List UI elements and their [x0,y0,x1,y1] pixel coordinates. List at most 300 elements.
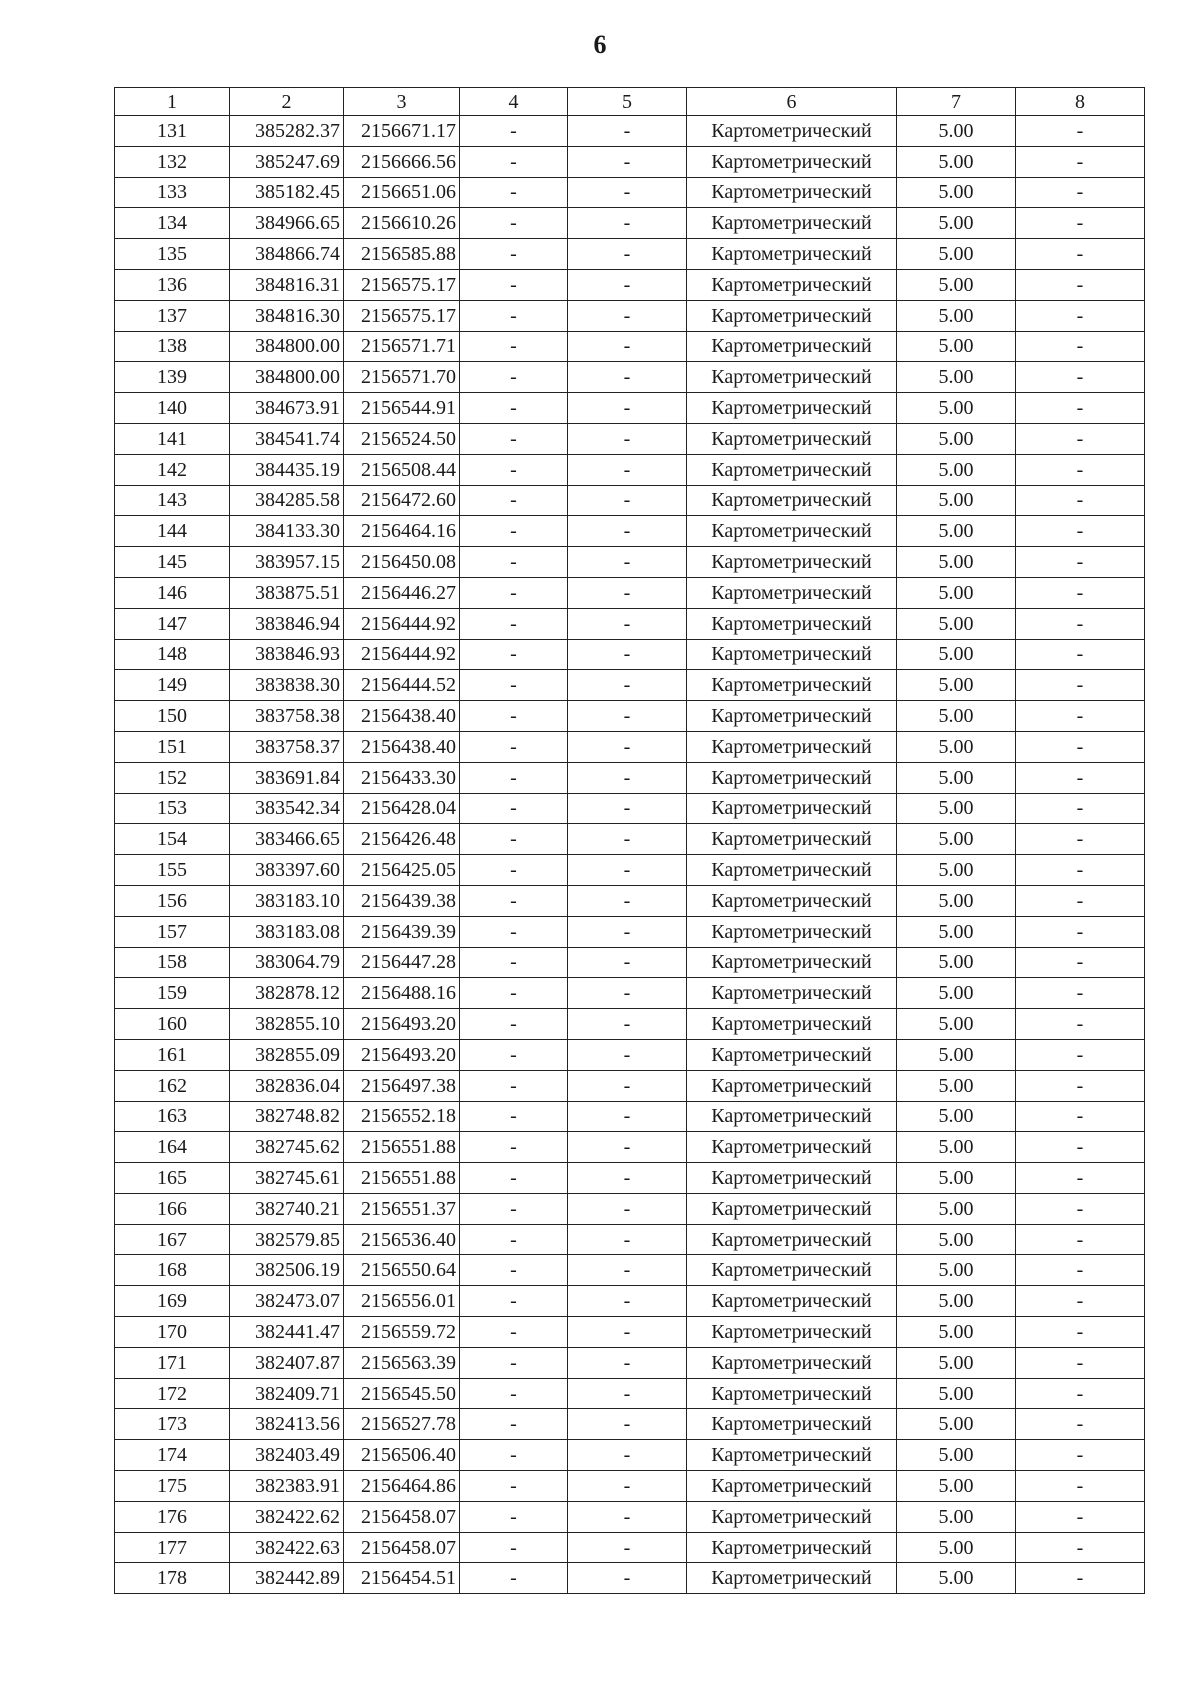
col8-cell: - [1016,608,1145,639]
y-coordinate-cell: 2156458.07 [344,1532,460,1563]
point-number-cell: 170 [115,1317,230,1348]
method-cell: Картометрический [687,885,897,916]
point-number-cell: 171 [115,1347,230,1378]
col8-cell: - [1016,1009,1145,1040]
col8-cell: - [1016,978,1145,1009]
accuracy-cell: 5.00 [897,269,1016,300]
column-header: 5 [568,88,687,116]
point-number-cell: 158 [115,947,230,978]
col8-cell: - [1016,208,1145,239]
y-coordinate-cell: 2156527.78 [344,1409,460,1440]
y-coordinate-cell: 2156571.71 [344,331,460,362]
method-cell: Картометрический [687,1409,897,1440]
col8-cell: - [1016,177,1145,208]
col4-cell: - [460,1563,568,1594]
y-coordinate-cell: 2156439.38 [344,885,460,916]
col4-cell: - [460,1378,568,1409]
table-row [115,577,1145,608]
point-number-cell: 146 [115,577,230,608]
col5-cell: - [568,1132,687,1163]
col5-cell: - [568,824,687,855]
col5-cell: - [568,1193,687,1224]
point-number-cell: 157 [115,916,230,947]
x-coordinate-cell: 383846.93 [230,639,344,670]
x-coordinate-cell: 384966.65 [230,208,344,239]
col5-cell: - [568,1286,687,1317]
col8-cell: - [1016,1286,1145,1317]
col5-cell: - [568,1224,687,1255]
method-cell: Картометрический [687,1132,897,1163]
accuracy-cell: 5.00 [897,485,1016,516]
method-cell: Картометрический [687,362,897,393]
col5-cell: - [568,670,687,701]
y-coordinate-cell: 2156464.16 [344,516,460,547]
column-header: 8 [1016,88,1145,116]
method-cell: Картометрический [687,423,897,454]
col4-cell: - [460,331,568,362]
point-number-cell: 168 [115,1255,230,1286]
table-row [115,331,1145,362]
method-cell: Картометрический [687,701,897,732]
table-row [115,485,1145,516]
y-coordinate-cell: 2156544.91 [344,393,460,424]
col5-cell: - [568,269,687,300]
method-cell: Картометрический [687,331,897,362]
col8-cell: - [1016,1101,1145,1132]
col8-cell: - [1016,146,1145,177]
x-coordinate-cell: 383542.34 [230,793,344,824]
col5-cell: - [568,300,687,331]
col4-cell: - [460,393,568,424]
col4-cell: - [460,547,568,578]
col5-cell: - [568,1471,687,1502]
col5-cell: - [568,1532,687,1563]
col8-cell: - [1016,423,1145,454]
col8-cell: - [1016,1193,1145,1224]
point-number-cell: 135 [115,239,230,270]
col5-cell: - [568,547,687,578]
col8-cell: - [1016,947,1145,978]
point-number-cell: 167 [115,1224,230,1255]
accuracy-cell: 5.00 [897,331,1016,362]
col4-cell: - [460,1409,568,1440]
table-row [115,701,1145,732]
table-row [115,208,1145,239]
col4-cell: - [460,454,568,485]
col8-cell: - [1016,516,1145,547]
y-coordinate-cell: 2156446.27 [344,577,460,608]
x-coordinate-cell: 384435.19 [230,454,344,485]
col4-cell: - [460,146,568,177]
accuracy-cell: 5.00 [897,1532,1016,1563]
method-cell: Картометрический [687,670,897,701]
col8-cell: - [1016,1255,1145,1286]
col5-cell: - [568,701,687,732]
x-coordinate-cell: 384673.91 [230,393,344,424]
x-coordinate-cell: 384816.31 [230,269,344,300]
accuracy-cell: 5.00 [897,1193,1016,1224]
table-row [115,177,1145,208]
y-coordinate-cell: 2156447.28 [344,947,460,978]
method-cell: Картометрический [687,1039,897,1070]
table-row [115,516,1145,547]
table-row [115,947,1145,978]
x-coordinate-cell: 384285.58 [230,485,344,516]
x-coordinate-cell: 382748.82 [230,1101,344,1132]
col5-cell: - [568,1317,687,1348]
col4-cell: - [460,916,568,947]
col5-cell: - [568,116,687,147]
x-coordinate-cell: 384541.74 [230,423,344,454]
point-number-cell: 134 [115,208,230,239]
column-header: 6 [687,88,897,116]
accuracy-cell: 5.00 [897,1132,1016,1163]
table-row [115,1101,1145,1132]
method-cell: Картометрический [687,146,897,177]
x-coordinate-cell: 383466.65 [230,824,344,855]
accuracy-cell: 5.00 [897,454,1016,485]
method-cell: Картометрический [687,793,897,824]
accuracy-cell: 5.00 [897,916,1016,947]
method-cell: Картометрический [687,1286,897,1317]
y-coordinate-cell: 2156551.37 [344,1193,460,1224]
table-row [115,639,1145,670]
col5-cell: - [568,1409,687,1440]
col5-cell: - [568,577,687,608]
accuracy-cell: 5.00 [897,577,1016,608]
col5-cell: - [568,1440,687,1471]
col4-cell: - [460,239,568,270]
col4-cell: - [460,208,568,239]
accuracy-cell: 5.00 [897,1224,1016,1255]
table-row [115,670,1145,701]
accuracy-cell: 5.00 [897,824,1016,855]
method-cell: Картометрический [687,978,897,1009]
x-coordinate-cell: 384866.74 [230,239,344,270]
table-row [115,608,1145,639]
x-coordinate-cell: 384816.30 [230,300,344,331]
y-coordinate-cell: 2156585.88 [344,239,460,270]
point-number-cell: 154 [115,824,230,855]
x-coordinate-cell: 382745.62 [230,1132,344,1163]
y-coordinate-cell: 2156428.04 [344,793,460,824]
col8-cell: - [1016,393,1145,424]
table-row [115,1070,1145,1101]
x-coordinate-cell: 382579.85 [230,1224,344,1255]
col8-cell: - [1016,1532,1145,1563]
table-row [115,269,1145,300]
y-coordinate-cell: 2156444.92 [344,608,460,639]
x-coordinate-cell: 383397.60 [230,855,344,886]
y-coordinate-cell: 2156493.20 [344,1009,460,1040]
x-coordinate-cell: 385247.69 [230,146,344,177]
y-coordinate-cell: 2156425.05 [344,855,460,886]
method-cell: Картометрический [687,916,897,947]
x-coordinate-cell: 383758.38 [230,701,344,732]
point-number-cell: 155 [115,855,230,886]
method-cell: Картометрический [687,239,897,270]
col5-cell: - [568,1347,687,1378]
point-number-cell: 161 [115,1039,230,1070]
x-coordinate-cell: 382836.04 [230,1070,344,1101]
method-cell: Картометрический [687,1317,897,1348]
x-coordinate-cell: 382740.21 [230,1193,344,1224]
col8-cell: - [1016,1132,1145,1163]
method-cell: Картометрический [687,1224,897,1255]
table-row [115,1501,1145,1532]
y-coordinate-cell: 2156458.07 [344,1501,460,1532]
col4-cell: - [460,670,568,701]
col8-cell: - [1016,1440,1145,1471]
method-cell: Картометрический [687,1532,897,1563]
col5-cell: - [568,423,687,454]
accuracy-cell: 5.00 [897,608,1016,639]
y-coordinate-cell: 2156610.26 [344,208,460,239]
col5-cell: - [568,1255,687,1286]
accuracy-cell: 5.00 [897,1378,1016,1409]
point-number-cell: 133 [115,177,230,208]
point-number-cell: 174 [115,1440,230,1471]
col5-cell: - [568,793,687,824]
table-row [115,916,1145,947]
point-number-cell: 166 [115,1193,230,1224]
col8-cell: - [1016,454,1145,485]
table-row [115,978,1145,1009]
point-number-cell: 141 [115,423,230,454]
method-cell: Картометрический [687,1501,897,1532]
x-coordinate-cell: 385182.45 [230,177,344,208]
col4-cell: - [460,639,568,670]
point-number-cell: 132 [115,146,230,177]
col5-cell: - [568,731,687,762]
accuracy-cell: 5.00 [897,885,1016,916]
point-number-cell: 137 [115,300,230,331]
table-row [115,393,1145,424]
x-coordinate-cell: 382878.12 [230,978,344,1009]
table-row [115,547,1145,578]
y-coordinate-cell: 2156575.17 [344,269,460,300]
point-number-cell: 176 [115,1501,230,1532]
col8-cell: - [1016,1039,1145,1070]
table-row [115,1039,1145,1070]
accuracy-cell: 5.00 [897,177,1016,208]
accuracy-cell: 5.00 [897,547,1016,578]
col8-cell: - [1016,331,1145,362]
accuracy-cell: 5.00 [897,731,1016,762]
method-cell: Картометрический [687,1101,897,1132]
method-cell: Картометрический [687,1070,897,1101]
point-number-cell: 153 [115,793,230,824]
x-coordinate-cell: 382422.63 [230,1532,344,1563]
point-number-cell: 178 [115,1563,230,1594]
accuracy-cell: 5.00 [897,239,1016,270]
table-row [115,362,1145,393]
table-row [115,239,1145,270]
col8-cell: - [1016,1471,1145,1502]
col4-cell: - [460,701,568,732]
col4-cell: - [460,824,568,855]
col5-cell: - [568,762,687,793]
table-row [115,1409,1145,1440]
table-row [115,885,1145,916]
method-cell: Картометрический [687,393,897,424]
col8-cell: - [1016,1501,1145,1532]
col5-cell: - [568,1070,687,1101]
col8-cell: - [1016,362,1145,393]
point-number-cell: 148 [115,639,230,670]
col4-cell: - [460,1193,568,1224]
col4-cell: - [460,1255,568,1286]
accuracy-cell: 5.00 [897,516,1016,547]
method-cell: Картометрический [687,269,897,300]
col8-cell: - [1016,1409,1145,1440]
col8-cell: - [1016,547,1145,578]
col8-cell: - [1016,1070,1145,1101]
col4-cell: - [460,116,568,147]
x-coordinate-cell: 383838.30 [230,670,344,701]
col4-cell: - [460,485,568,516]
x-coordinate-cell: 385282.37 [230,116,344,147]
col4-cell: - [460,1224,568,1255]
table-row [115,1347,1145,1378]
col5-cell: - [568,485,687,516]
method-cell: Картометрический [687,1163,897,1194]
x-coordinate-cell: 383846.94 [230,608,344,639]
col5-cell: - [568,1009,687,1040]
table-header-row [115,88,1145,116]
table-row [115,762,1145,793]
col5-cell: - [568,239,687,270]
col4-cell: - [460,1440,568,1471]
method-cell: Картометрический [687,1347,897,1378]
point-number-cell: 177 [115,1532,230,1563]
accuracy-cell: 5.00 [897,1039,1016,1070]
y-coordinate-cell: 2156493.20 [344,1039,460,1070]
col5-cell: - [568,331,687,362]
y-coordinate-cell: 2156438.40 [344,731,460,762]
x-coordinate-cell: 382442.89 [230,1563,344,1594]
x-coordinate-cell: 382403.49 [230,1440,344,1471]
col4-cell: - [460,978,568,1009]
col5-cell: - [568,516,687,547]
y-coordinate-cell: 2156506.40 [344,1440,460,1471]
accuracy-cell: 5.00 [897,1563,1016,1594]
accuracy-cell: 5.00 [897,978,1016,1009]
accuracy-cell: 5.00 [897,300,1016,331]
col4-cell: - [460,1471,568,1502]
table-row [115,1224,1145,1255]
point-number-cell: 145 [115,547,230,578]
method-cell: Картометрический [687,824,897,855]
y-coordinate-cell: 2156426.48 [344,824,460,855]
y-coordinate-cell: 2156508.44 [344,454,460,485]
accuracy-cell: 5.00 [897,1101,1016,1132]
method-cell: Картометрический [687,1440,897,1471]
point-number-cell: 163 [115,1101,230,1132]
accuracy-cell: 5.00 [897,1286,1016,1317]
table-row [115,1471,1145,1502]
col5-cell: - [568,146,687,177]
point-number-cell: 147 [115,608,230,639]
y-coordinate-cell: 2156464.86 [344,1471,460,1502]
point-number-cell: 143 [115,485,230,516]
table-row [115,1378,1145,1409]
y-coordinate-cell: 2156444.52 [344,670,460,701]
method-cell: Картометрический [687,1193,897,1224]
col8-cell: - [1016,116,1145,147]
col5-cell: - [568,454,687,485]
column-header: 7 [897,88,1016,116]
accuracy-cell: 5.00 [897,793,1016,824]
method-cell: Картометрический [687,577,897,608]
y-coordinate-cell: 2156671.17 [344,116,460,147]
y-coordinate-cell: 2156559.72 [344,1317,460,1348]
point-number-cell: 165 [115,1163,230,1194]
x-coordinate-cell: 382855.09 [230,1039,344,1070]
col5-cell: - [568,1563,687,1594]
table-row [115,1286,1145,1317]
x-coordinate-cell: 383183.08 [230,916,344,947]
accuracy-cell: 5.00 [897,1409,1016,1440]
table-row [115,1193,1145,1224]
point-number-cell: 173 [115,1409,230,1440]
col4-cell: - [460,1101,568,1132]
col8-cell: - [1016,485,1145,516]
accuracy-cell: 5.00 [897,1501,1016,1532]
method-cell: Картометрический [687,454,897,485]
table-row [115,1440,1145,1471]
y-coordinate-cell: 2156556.01 [344,1286,460,1317]
col4-cell: - [460,300,568,331]
col5-cell: - [568,1039,687,1070]
table-row [115,1563,1145,1594]
accuracy-cell: 5.00 [897,116,1016,147]
col8-cell: - [1016,1163,1145,1194]
y-coordinate-cell: 2156575.17 [344,300,460,331]
method-cell: Картометрический [687,1378,897,1409]
col8-cell: - [1016,1563,1145,1594]
accuracy-cell: 5.00 [897,362,1016,393]
page-number: 6 [593,30,607,59]
x-coordinate-cell: 382506.19 [230,1255,344,1286]
col5-cell: - [568,978,687,1009]
x-coordinate-cell: 383875.51 [230,577,344,608]
x-coordinate-cell: 383183.10 [230,885,344,916]
point-number-cell: 151 [115,731,230,762]
col4-cell: - [460,947,568,978]
col4-cell: - [460,1286,568,1317]
table-row [115,793,1145,824]
point-number-cell: 139 [115,362,230,393]
method-cell: Картометрический [687,516,897,547]
point-number-cell: 164 [115,1132,230,1163]
table-row [115,855,1145,886]
point-number-cell: 150 [115,701,230,732]
point-number-cell: 156 [115,885,230,916]
col8-cell: - [1016,1317,1145,1348]
x-coordinate-cell: 382745.61 [230,1163,344,1194]
y-coordinate-cell: 2156666.56 [344,146,460,177]
y-coordinate-cell: 2156551.88 [344,1132,460,1163]
method-cell: Картометрический [687,608,897,639]
y-coordinate-cell: 2156439.39 [344,916,460,947]
col4-cell: - [460,885,568,916]
x-coordinate-cell: 382409.71 [230,1378,344,1409]
y-coordinate-cell: 2156488.16 [344,978,460,1009]
method-cell: Картометрический [687,1471,897,1502]
table-row [115,1009,1145,1040]
accuracy-cell: 5.00 [897,208,1016,239]
